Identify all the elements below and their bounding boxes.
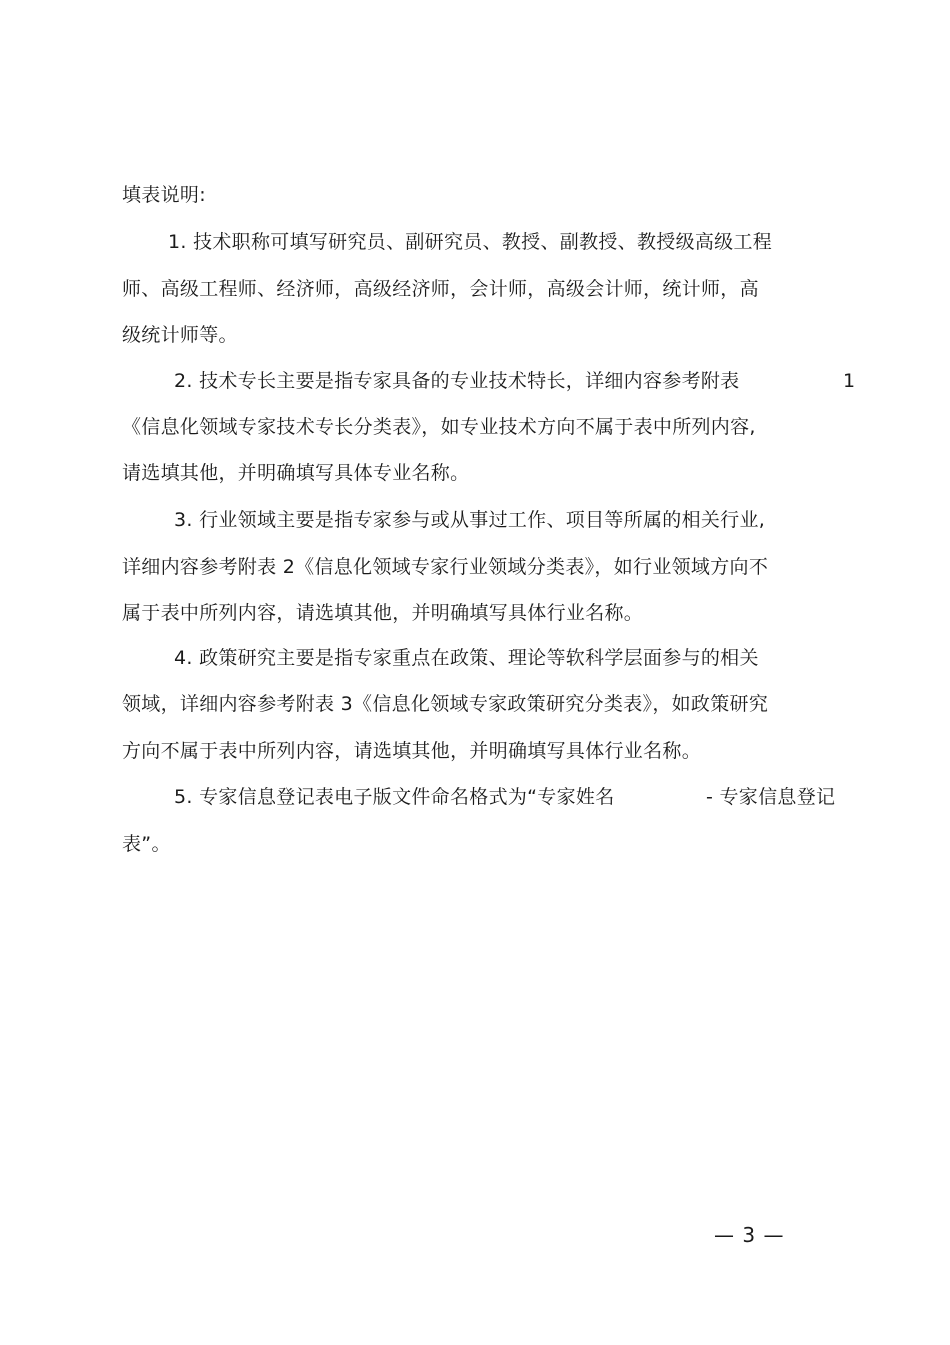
- item-2-line-3: 请选填其他，并明确填写具体专业名称。: [122, 462, 470, 484]
- page-number: — 3 —: [714, 1223, 785, 1247]
- item-2-line-1-ref: 1: [843, 370, 856, 392]
- item-4-line-1: 4. 政策研究主要是指专家重点在政策、理论等软科学层面参与的相关: [174, 647, 759, 669]
- item-3-line-1: 3. 行业领域主要是指专家参与或从事过工作、项目等所属的相关行业,: [174, 509, 766, 531]
- item-4-line-3: 方向不属于表中所列内容，请选填其他，并明确填写具体行业名称。: [122, 740, 702, 762]
- item-2-line-2: 《信息化领域专家技术专长分类表》，如专业技术方向不属于表中所列内容,: [122, 416, 756, 438]
- item-1-line-2: 师、高级工程师、经济师，高级经济师，会计师，高级会计师，统计师，高: [122, 278, 759, 300]
- item-1-line-1: 1. 技术职称可填写研究员、副研究员、教授、副教授、教授级高级工程: [168, 231, 773, 253]
- item-3-line-2: 详细内容参考附表 2《信息化领域专家行业领域分类表》，如行业领域方向不: [122, 556, 769, 578]
- item-1-line-3: 级统计师等。: [122, 324, 238, 346]
- item-3-line-3: 属于表中所列内容，请选填其他，并明确填写具体行业名称。: [122, 602, 644, 624]
- item-5-line-1-tail: - 专家信息登记: [706, 786, 836, 808]
- item-5-line-2: 表”。: [122, 833, 171, 855]
- item-2-line-1: 2. 技术专长主要是指专家具备的专业技术特长，详细内容参考附表: [174, 370, 740, 392]
- item-4-line-2: 领域，详细内容参考附表 3《信息化领域专家政策研究分类表》，如政策研究: [122, 693, 769, 715]
- instructions-heading: 填表说明:: [122, 184, 206, 206]
- item-5-line-1: 5. 专家信息登记表电子版文件命名格式为“专家姓名: [174, 786, 615, 808]
